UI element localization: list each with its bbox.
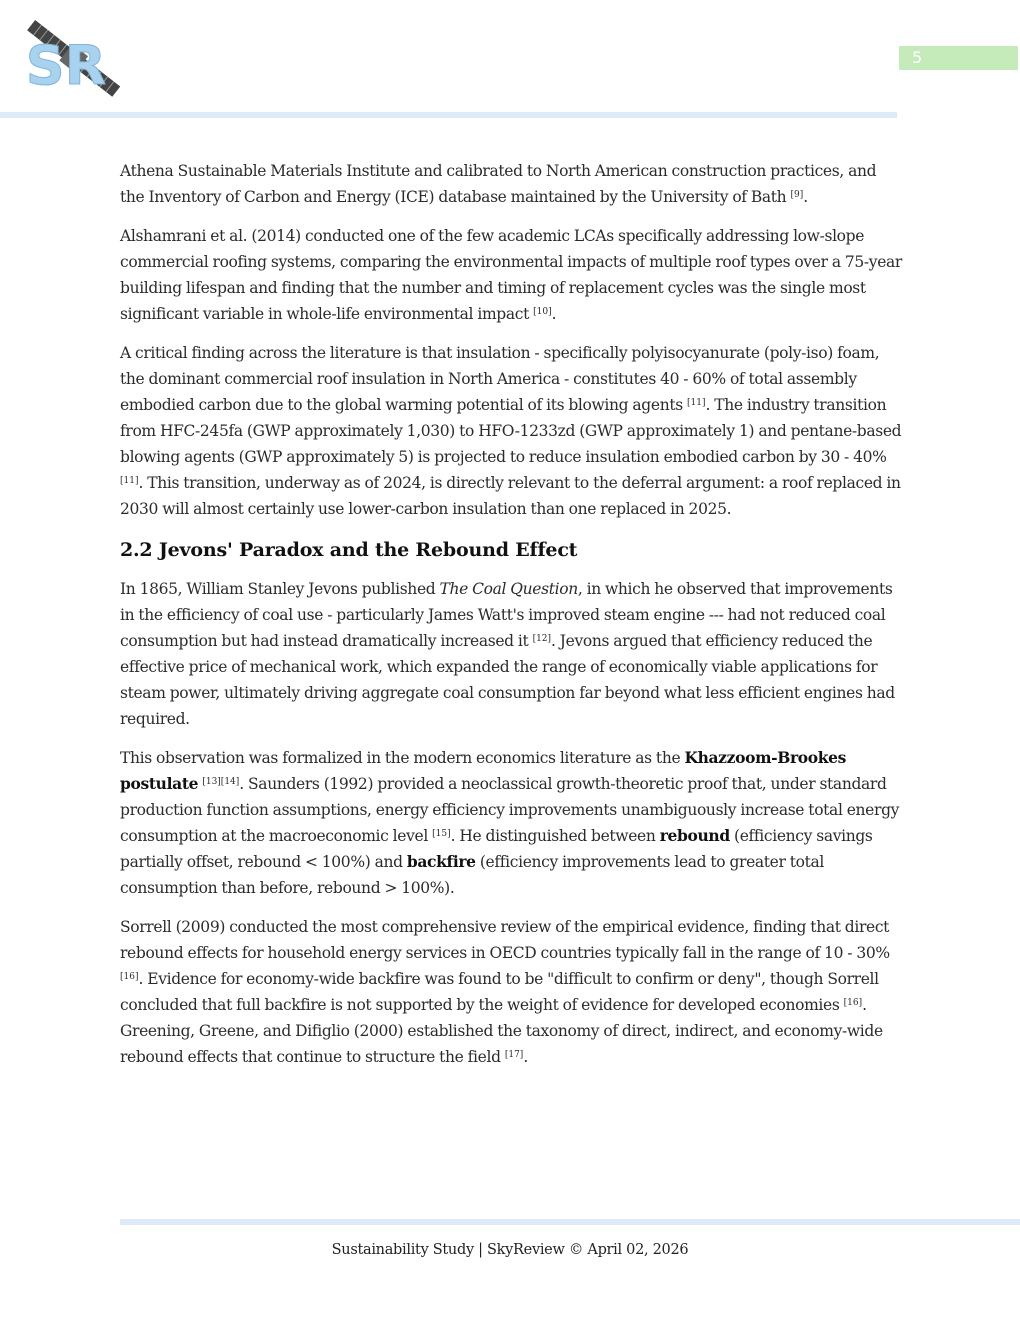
citation-11[interactable]: [11] — [120, 476, 139, 486]
section-heading: 2.2 Jevons' Paradox and the Rebound Effect — [120, 539, 578, 561]
page-content — [120, 158, 902, 1083]
term-backfire: backfire — [406, 852, 476, 871]
paragraph-6: Sorrell (2009) conducted the most comprehensive review of the empirical evidence, finding that direct rebound effects for household energy services in OECD countries typically fall in the range of 10 - 30% [16]. Evidence for economy-wide backfire was found to be "difficult to confirm or deny", though Sorrell concluded that full backfire is not supported by the weight of evidence for developed economies [16]. Greening, Greene, and Difiglio (2000) established the taxonomy of direct, indirect, and economy-wide rebound effects that continue to structure the field [17]. — [120, 918, 890, 1066]
page-number: 5 — [899, 46, 1018, 70]
term-rebound: rebound — [659, 826, 730, 845]
paragraph-5: This observation was formalized in the modern economics literature as the Khazzoom-Brookes postulate [13][14]. Saunders (1992) provided a neoclassical growth-theoretic proof that, under standard production function assumptions, energy efficiency improvements unambiguously increase total energy consumption at the macroeconomic level [15]. He distinguished between rebound (efficiency savings partially offset, rebound < 100%) and backfire (efficiency improvements lead to greater total consumption than before, rebound > 100%). — [120, 748, 900, 897]
citation-16[interactable]: [16] — [120, 972, 139, 982]
paragraph-3: A critical finding across the literature is that insulation - specifically polyisocyanurate (poly-iso) foam, the dominant commercial roof insulation in North America - constitutes 40 - 60% of total assembly embodied carbon due to the global warming potential of its blowing agents [11]. The industry transition from HFC-245fa (GWP approximately 1,030) to HFO-1233zd (GWP approximately 1) and pentane-based blowing agents (GWP approximately 5) is projected to reduce insulation embodied carbon by 30 - 40% [11]. This transition, underway as of 2024, is directly relevant to the deferral argument: a roof replaced in 2030 will almost certainly use lower-carbon insulation than one replaced in 2025. — [120, 344, 902, 518]
citation-16[interactable]: [16] — [843, 998, 863, 1008]
satellite-logo — [26, 14, 122, 100]
citation-12[interactable]: [12] — [532, 634, 552, 644]
book-title: The Coal Question — [439, 580, 578, 598]
footer-divider — [120, 1219, 1020, 1225]
citation-13-14[interactable]: [13][14] — [202, 777, 240, 787]
paragraph-2: Alshamrani et al. (2014) conducted one of the few academic LCAs specifically addressing low-slope commercial roofing systems, comparing the environmental impacts of multiple roof types over a 75-year building lifespan and finding that the number and timing of replacement cycles was the single most significant variable in whole-life environmental impact [10]. — [120, 227, 902, 323]
term-khazzoom-brookes: Khazzoom-Brookes postulate — [120, 748, 847, 793]
page-footer: Sustainability Study | SkyReview © April 02, 2026 — [331, 1242, 689, 1258]
citation-9[interactable]: [9] — [790, 190, 804, 200]
header-divider — [0, 112, 897, 118]
logo-text: SR — [26, 34, 107, 97]
citation-17[interactable]: [17] — [504, 1050, 524, 1060]
paragraph-4: In 1865, William Stanley Jevons published The Coal Question, in which he observed that improvements in the efficiency of coal use - particularly James Watt's improved steam engine --- had not reduced coal consumption but had instead dramatically increased it [12]. Jevons argued that efficiency reduced the effective price of mechanical work, which expanded the range of economically viable applications for steam power, ultimately driving aggregate coal consumption far beyond what less efficient engines had required. — [120, 580, 895, 728]
citation-15[interactable]: [15] — [432, 829, 451, 839]
citation-11[interactable]: [11] — [687, 398, 706, 408]
citation-10[interactable]: [10] — [533, 307, 552, 317]
paragraph-1: Athena Sustainable Materials Institute and calibrated to North American construction practices, and the Inventory of Carbon and Energy (ICE) database maintained by the University of Bath [9]. — [120, 162, 877, 206]
